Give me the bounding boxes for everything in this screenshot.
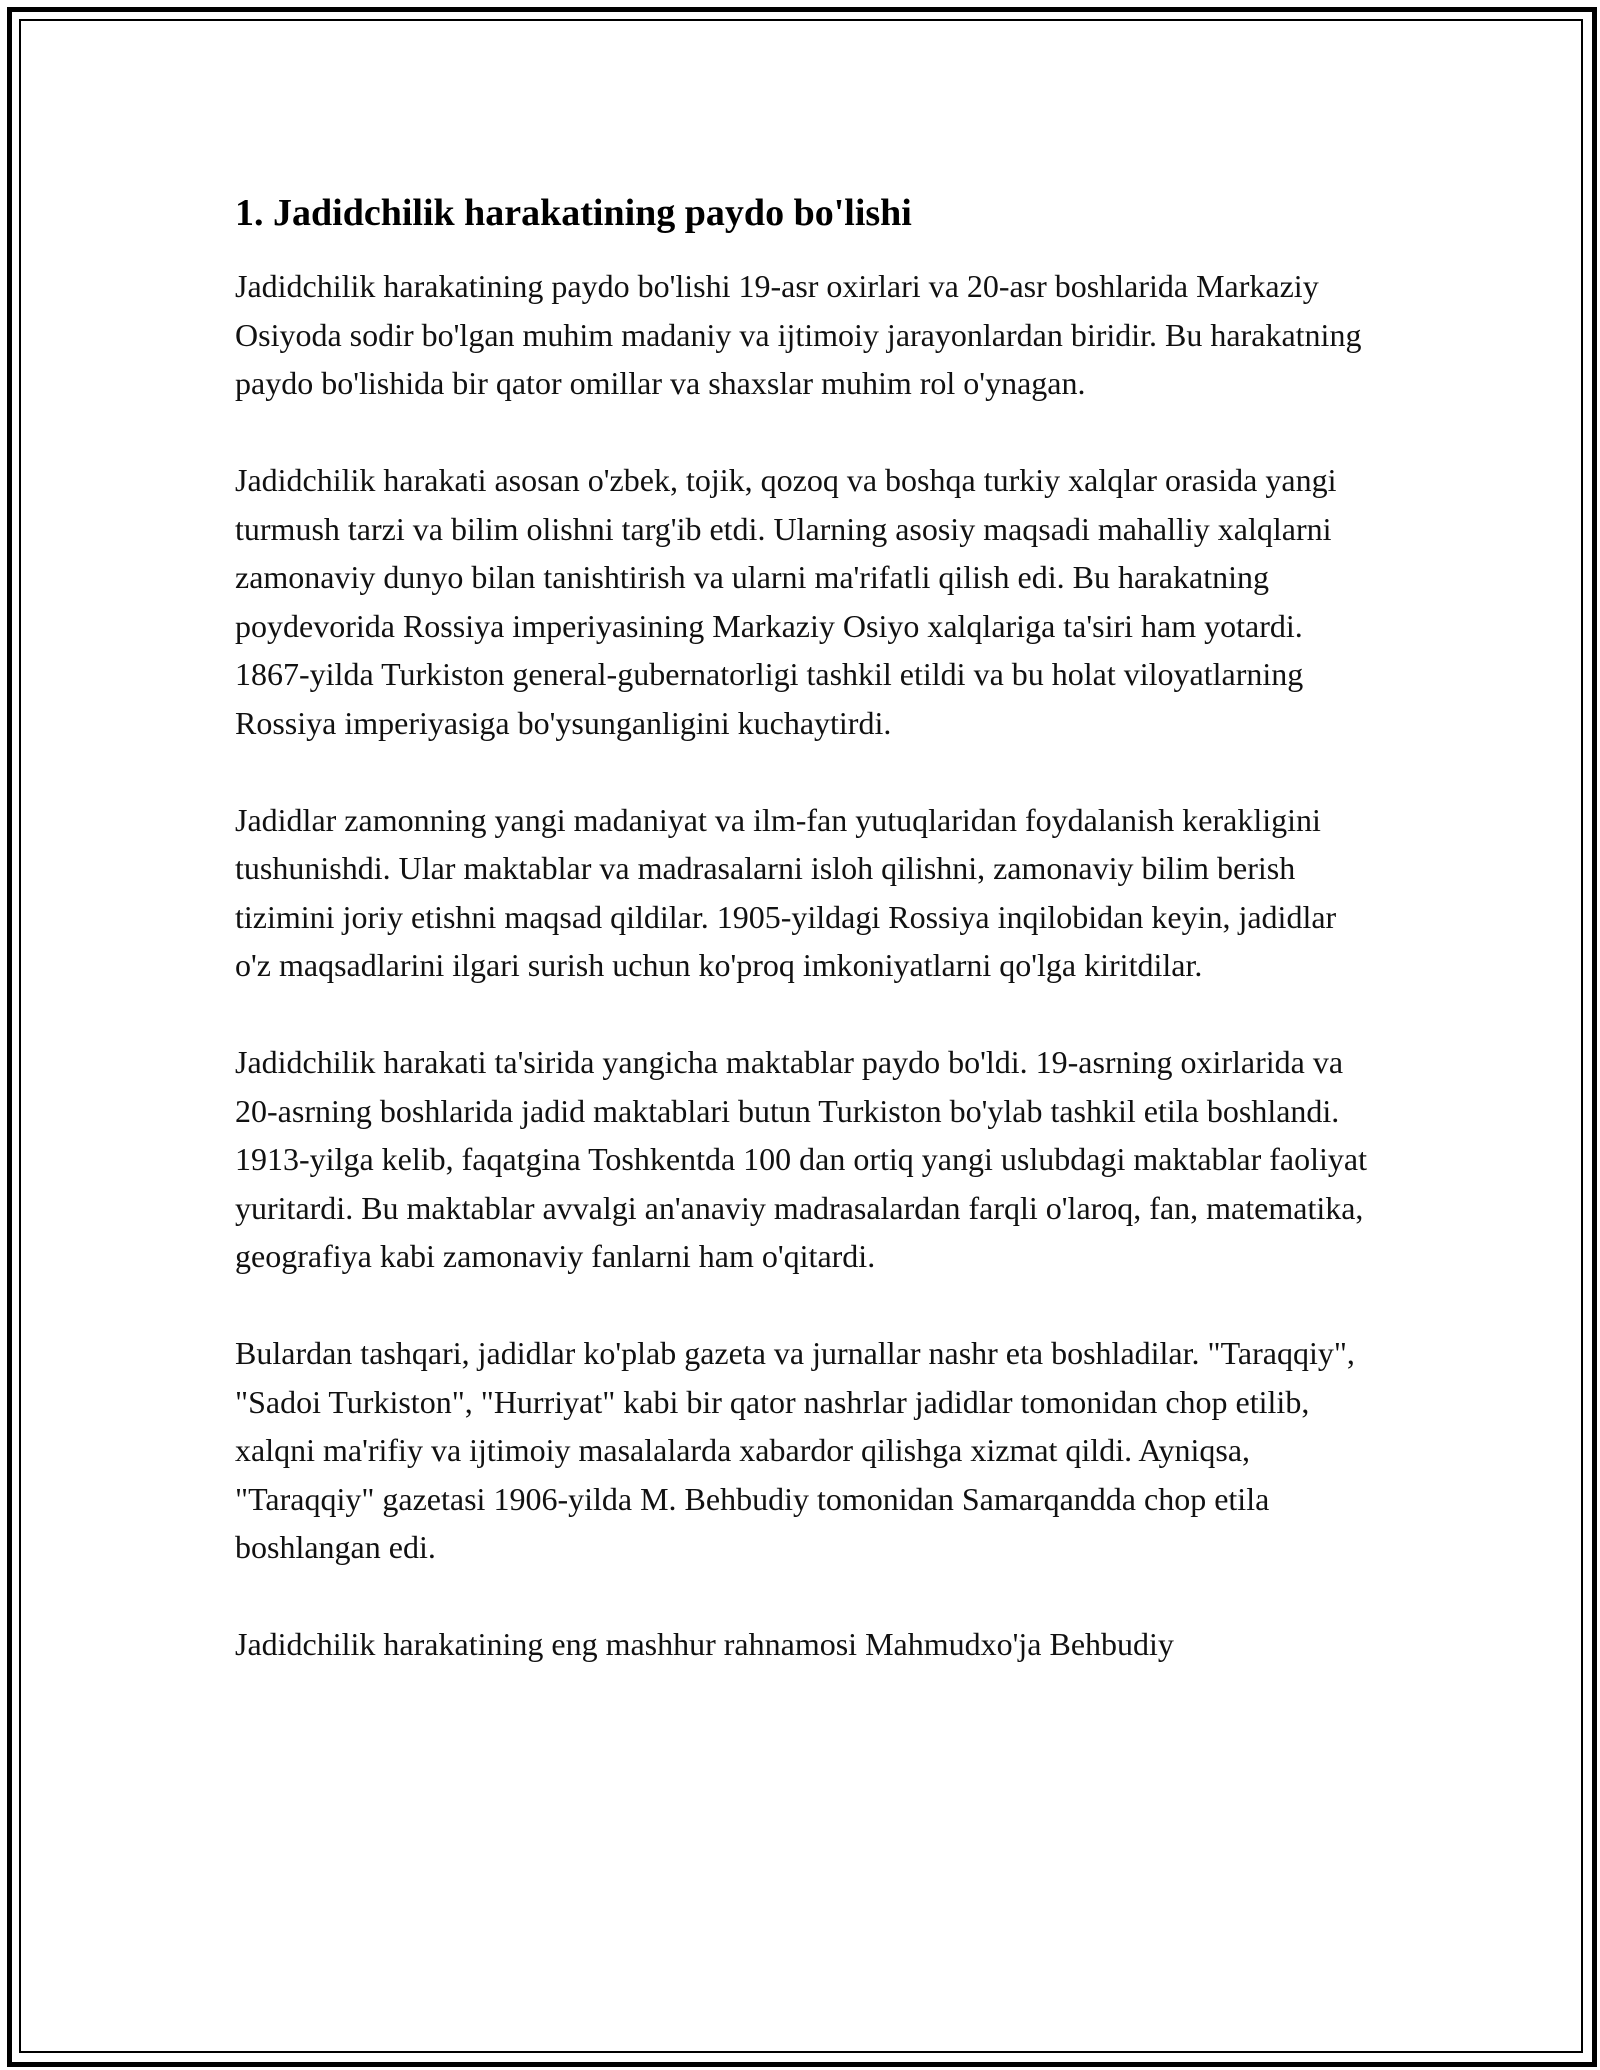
paragraph-4: Jadidchilik harakati ta'sirida yangicha maktablar paydo bo'ldi. 19-asrning oxirlarida va 20-asrning boshlarida jadid maktablari butun Turkiston bo'ylab tashkil etila boshlandi. 1913-yilga kelib, faqatgina Toshkentda 100 dan ortiq yangi uslubdagi maktablar faoliyat yuritardi. Bu maktablar avvalgi an'anaviy madrasalardan farqli o'laroq, fan, matematika, geografiya kabi zamonaviy fanlarni ham o'qitardi. — [235, 1044, 1367, 1274]
document-body — [235, 188, 1370, 1717]
paragraph-3: Jadidlar zamonning yangi madaniyat va ilm-fan yutuqlaridan foydalanish kerakligini tushunishdi. Ular maktablar va madrasalarni isloh qilishni, zamonaviy bilim berish tizimini joriy etishni maqsad qildilar. 1905-yildagi Rossiya inqilobidan keyin, jadidlar o'z maqsadlarini ilgari surish uchun ko'proq imkoniyatlarni qo'lga kiritdilar. — [235, 801, 1337, 983]
paragraph-1: Jadidchilik harakatining paydo bo'lishi 19-asr oxirlari va 20-asr boshlarida Markaziy Osiyoda sodir bo'lgan muhim madaniy va ijtimoiy jarayonlardan biridir. Bu harakatning paydo bo'lishida bir qator omillar va shaxslar muhim rol o'ynagan. — [235, 268, 1362, 401]
paragraph-6: Jadidchilik harakatining eng mashhur rahnamosi Mahmudxo'ja Behbudiy — [235, 1626, 1174, 1662]
section-heading: 1. Jadidchilik harakatining paydo bo'lishi — [235, 192, 912, 234]
paragraph-2: Jadidchilik harakati asosan o'zbek, tojik, qozoq va boshqa turkiy xalqlar orasida yangi turmush tarzi va bilim olishni targ'ib etdi. Ularning asosiy maqsadi mahalliy xalqlarni zamonaviy dunyo bilan tanishtirish va ularni ma'rifatli qilish edi. Bu harakatning poydevorida Rossiya imperiyasining Markaziy Osiyo xalqlariga ta'siri ham yotardi. 1867-yilda Turkiston general-gubernatorligi tashkil etildi va bu holat viloyatlarning Rossiya imperiyasiga bo'ysunganligini kuchaytirdi. — [235, 462, 1337, 741]
paragraph-5: Bulardan tashqari, jadidlar ko'plab gazeta va jurnallar nashr eta boshladilar. "Taraqqiy", "Sadoi Turkiston", "Hurriyat" kabi bir qator nashrlar jadidlar tomonidan chop etilib, xalqni ma'rifiy va ijtimoiy masalalarda xabardor qilishga xizmat qildi. Ayniqsa, "Taraqqiy" gazetasi 1906-yilda M. Behbudiy tomonidan Samarqandda chop etila boshlangan edi. — [235, 1335, 1355, 1565]
